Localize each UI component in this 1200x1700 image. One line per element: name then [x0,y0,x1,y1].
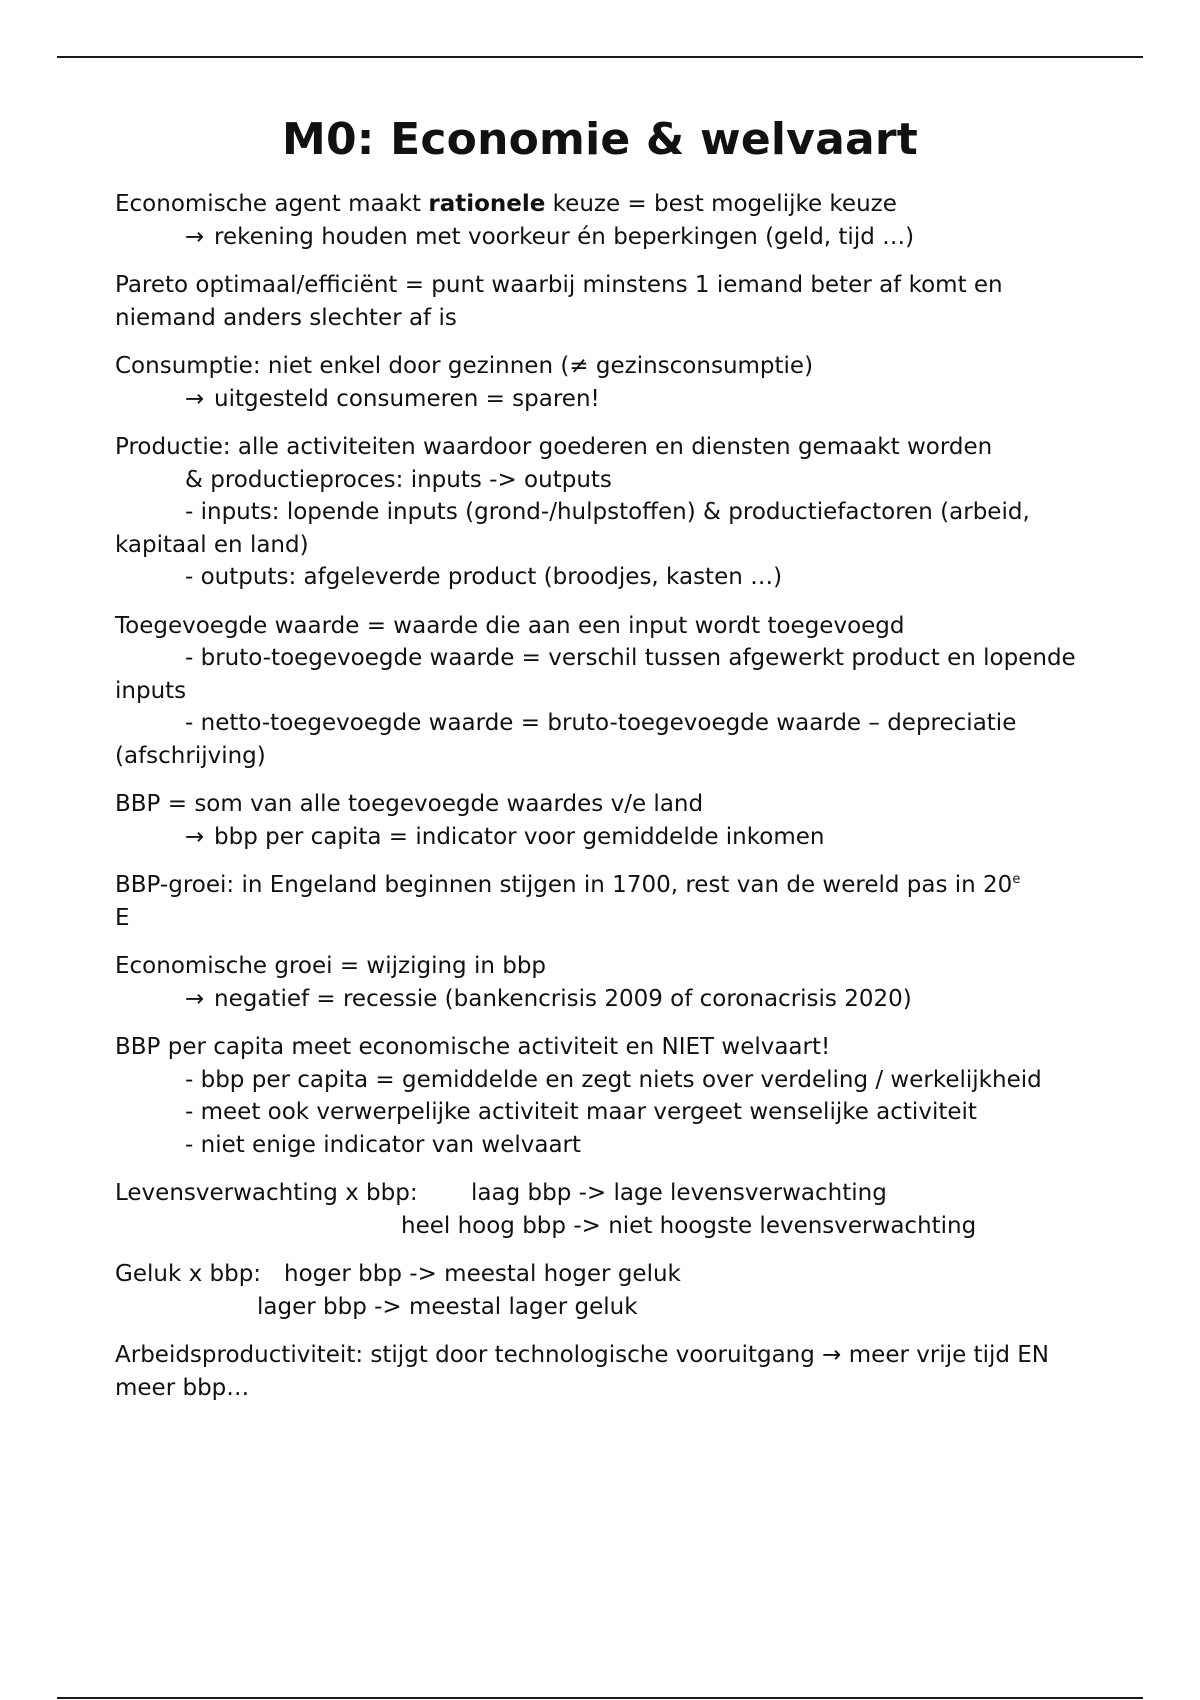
text-paragraph: - inputs: lopende inputs (grond-/hulpstoffen) & productiefactoren (arbeid, kapitaal en land) [115,499,1030,558]
text-line: Economische agent maakt rationele keuze = best mogelijke keuze [115,191,897,217]
text-paragraph: - bbp per capita = gemiddelde en zegt niets over verdeling / werkelijkheid [185,1066,1042,1093]
text-line: - outputs: afgeleverde product (broodjes, kasten …) [185,564,783,590]
text-line: lager bbp -> meestal lager geluk [257,1293,638,1320]
arrow-right-icon: → [822,1342,842,1368]
text-line: Economische groei = wijziging in bbp [115,953,547,979]
page-title: M0: Economie & welvaart [282,114,918,165]
arrow-right-icon: → [185,223,205,250]
text-line: heel hoog bbp -> niet hoogste levensverwachting [401,1212,977,1239]
row-label: Geluk x bbp: [115,1261,262,1287]
text-paragraph: - bruto-toegevoegde waarde = verschil tussen afgewerkt product en lopende inputs [115,645,1076,704]
section-life-expectancy [115,1177,1105,1242]
text-line: Geluk x bbp: hoger bbp -> meestal hoger geluk [115,1258,1105,1291]
document-body [115,188,1105,1420]
text-line: Productie: alle activiteiten waardoor goederen en diensten gemaakt worden [115,434,993,460]
section-gdp-per-capita [115,1031,1105,1161]
text-line: → uitgesteld consumeren = sparen! [115,383,1105,416]
section-production [115,431,1105,594]
text-line: & productieproces: inputs -> outputs [185,466,612,493]
section-gdp-growth [115,869,1105,934]
section-pareto [115,269,1105,334]
text-line: → negatief = recessie (bankencrisis 2009 of coronacrisis 2020) [115,983,1105,1016]
text-line: Toegevoegde waarde = waarde die aan een input wordt toegevoegd [115,612,905,639]
section-rational-choice [115,188,1105,253]
row-label: Levensverwachting x bbp: [115,1180,418,1206]
text-line: BBP = som van alle toegevoegde waardes v/e land [115,791,704,817]
arrow-right-icon: → [185,823,205,850]
text-line: - meet ook verwerpelijke activiteit maar vergeet wenselijke activiteit [185,1099,977,1125]
text-paragraph: Arbeidsproductiviteit: stijgt door technologische vooruitgang → meer vrije tijd EN meer bbp… [115,1342,1049,1401]
section-gdp [115,788,1105,853]
text-line: → bbp per capita = indicator voor gemiddelde inkomen [115,821,1105,854]
top-rule [57,56,1143,58]
bottom-rule [57,1697,1143,1699]
text-line: E [115,904,130,931]
text-line: Consumptie: niet enkel door gezinnen (≠ gezinsconsumptie) [115,353,814,379]
text-line: - niet enige indicator van welvaart [185,1131,582,1158]
text-line: → rekening houden met voorkeur én beperkingen (geld, tijd …) [115,221,1105,254]
section-labor-productivity [115,1339,1105,1404]
text-paragraph: Pareto optimaal/efficiënt = punt waarbij minstens 1 iemand beter af komt en niemand anders slechter af is [115,272,1003,331]
section-happiness [115,1258,1105,1323]
superscript: e [1012,872,1021,887]
text-line: BBP-groei: in Engeland beginnen stijgen in 1700, rest van de wereld pas in 20e [115,872,1021,898]
text-paragraph: - netto-toegevoegde waarde = bruto-toegevoegde waarde – depreciatie (afschrijving) [115,710,1017,769]
section-consumption [115,350,1105,415]
text-line: BBP per capita meet economische activiteit en NIET welvaart! [115,1034,831,1060]
section-added-value [115,610,1105,773]
section-economic-growth [115,950,1105,1015]
bold-term: rationele [428,191,546,217]
arrow-right-icon: → [185,385,205,412]
arrow-right-icon: → [185,985,205,1012]
text-line: Levensverwachting x bbp: laag bbp -> lage levensverwachting [115,1177,1105,1210]
